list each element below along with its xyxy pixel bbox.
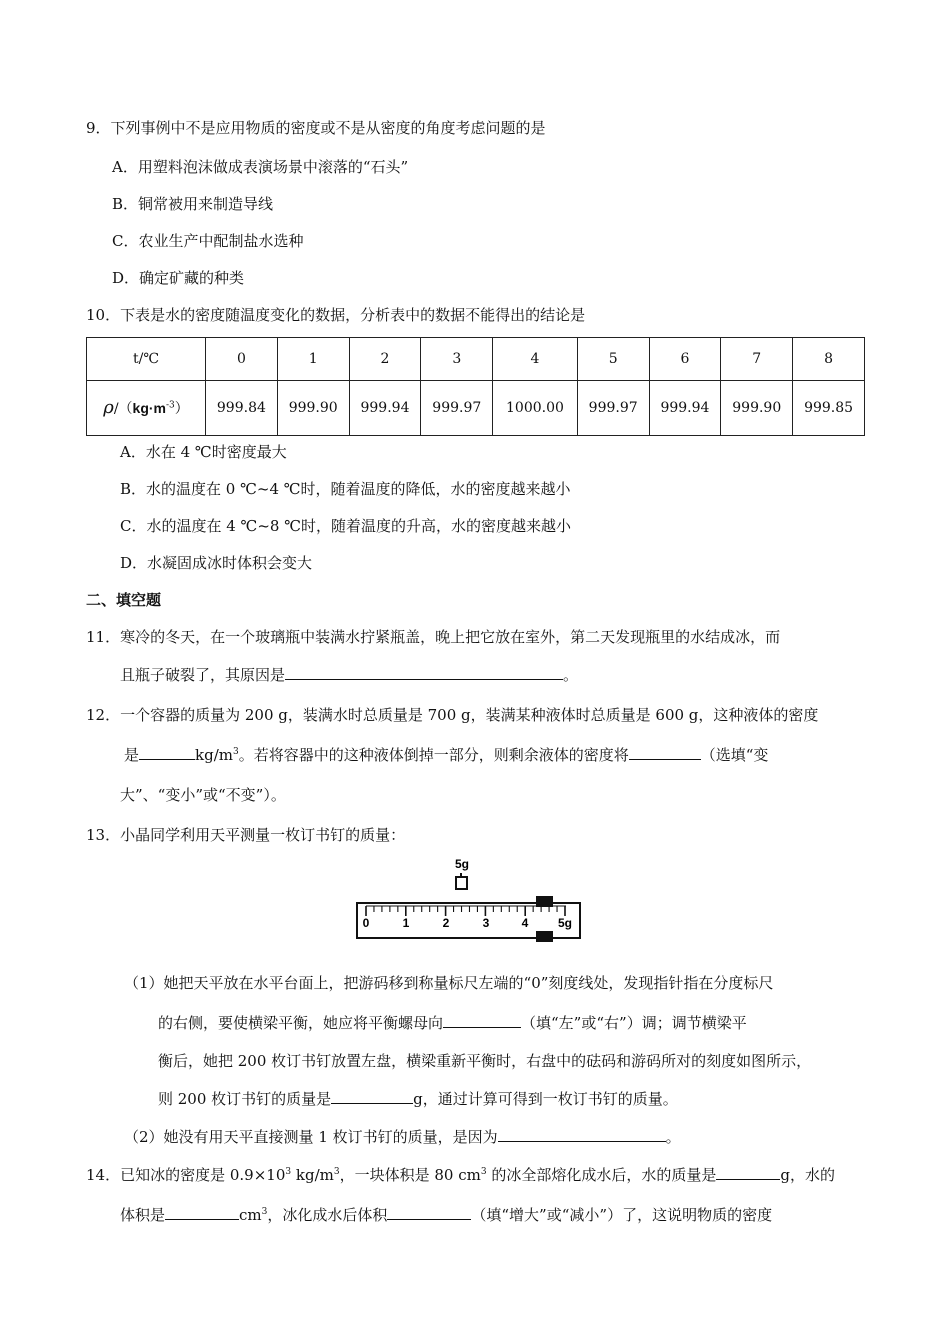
q12-line1: 12．一个容器的质量为 200 g，装满水时总质量是 700 g，装满某种液体时总质量是 600 g，这种液体的密度 bbox=[86, 706, 819, 724]
table-cell: 1 bbox=[277, 338, 349, 381]
answer-blank[interactable] bbox=[285, 665, 563, 680]
section-title: 二、填空题 bbox=[86, 591, 162, 609]
q10-option-a: A．水在 4 ℃时密度最大 bbox=[120, 443, 287, 461]
q13-p1-line1: （1）她把天平放在水平台面上，把游码移到称量标尺左端的“0”刻度线处，发现指针指在分度标尺 bbox=[124, 974, 774, 992]
tick-label: 3 bbox=[482, 916, 490, 930]
q9-stem: 9．下列事例中不是应用物质的密度或不是从密度的角度考虑问题的是 bbox=[86, 119, 546, 137]
table-cell: 8 bbox=[793, 338, 865, 381]
weight-icon bbox=[456, 877, 467, 889]
q11-line1: 11．寒冷的冬天，在一个玻璃瓶中装满水拧紧瓶盖，晚上把它放在室外，第二天发现瓶里的水结成冰，而 bbox=[86, 628, 781, 646]
table-cell: 5 bbox=[577, 338, 649, 381]
answer-blank[interactable] bbox=[165, 1205, 239, 1220]
table-cell: 999.90 bbox=[277, 380, 349, 435]
table-cell: 999.84 bbox=[206, 380, 278, 435]
table-cell: 999.94 bbox=[349, 380, 421, 435]
q12-line2: 是 $kg/m^3$。若将容器中的这种液体倒掉一部分，则剩余液体的密度将 （选填“变 bbox=[124, 746, 769, 764]
tick-label: 5g bbox=[557, 916, 573, 930]
q9-option-b: B．铜常被用来制造导线 bbox=[112, 195, 274, 213]
answer-blank[interactable] bbox=[331, 1089, 413, 1104]
q13-p1-line4: 则 200 枚订书钉的质量是 g，通过计算可得到一枚订书钉的质量。 bbox=[158, 1090, 678, 1108]
q9-option-a: A．用塑料泡沫做成表演场景中滚落的“石头” bbox=[112, 158, 409, 176]
table-cell: 999.85 bbox=[793, 380, 865, 435]
answer-blank[interactable] bbox=[443, 1013, 521, 1028]
table-cell: 4 bbox=[493, 338, 578, 381]
q10-stem: 10．下表是水的密度随温度变化的数据，分析表中的数据不能得出的结论是 bbox=[86, 306, 586, 324]
tick-label: 2 bbox=[442, 916, 450, 930]
rider-bottom bbox=[536, 931, 553, 942]
q11-line2: 且瓶子破裂了，其原因是 。 bbox=[120, 666, 579, 684]
table-cell: 999.94 bbox=[649, 380, 721, 435]
tick-label: 0 bbox=[362, 916, 370, 930]
q14-line2: 体积是 $cm^3$，冰化成水后体积 （填“增大”或“减小”）了，这说明物质的密度 bbox=[120, 1206, 773, 1224]
answer-blank[interactable] bbox=[629, 745, 701, 760]
table-cell: 7 bbox=[721, 338, 793, 381]
q13-p1-line3: 衡后，她把 200 枚订书钉放置左盘，横梁重新平衡时，右盘中的砝码和游码所对的刻度如图所示， bbox=[158, 1052, 812, 1070]
rider-top bbox=[536, 896, 553, 907]
q10-option-b: B．水的温度在 0 ℃~4 ℃时，随着温度的降低，水的密度越来越小 bbox=[120, 480, 571, 498]
rho-symbol: ρ bbox=[103, 397, 114, 419]
table-cell: 999.90 bbox=[721, 380, 793, 435]
table-cell: 0 bbox=[206, 338, 278, 381]
table-cell-temp-header: t/℃ bbox=[87, 338, 206, 381]
q13-stem: 13．小晶同学利用天平测量一枚订书钉的质量： bbox=[86, 826, 406, 844]
table-cell: 999.97 bbox=[421, 380, 493, 435]
table-cell-density-header: $\rho/(kg\cdot m^{-3})$ bbox=[87, 380, 206, 435]
q13-p1-line2: 的右侧，要使横梁平衡，她应将平衡螺母向 （填“左”或“右”）调；调节横梁平 bbox=[158, 1014, 747, 1032]
density-table bbox=[86, 337, 865, 436]
q13-p2: （2）她没有用天平直接测量 1 枚订书钉的质量，是因为 。 bbox=[124, 1128, 681, 1146]
q14-line1: 14．已知冰的密度是 $0.9\times 10^3$ $kg/m^3$，一块体积是 80 $cm^3$ 的冰全部熔化成水后，水的质量是 g，水的 bbox=[86, 1166, 835, 1184]
table-row bbox=[87, 380, 865, 435]
tick-label: 1 bbox=[402, 916, 410, 930]
table-row bbox=[87, 338, 865, 381]
q12-line3: 大”、“变小”或“不变”）。 bbox=[120, 786, 286, 804]
q9-option-d: D．确定矿藏的种类 bbox=[112, 269, 245, 287]
table-cell: 3 bbox=[421, 338, 493, 381]
tick-label: 4 bbox=[521, 916, 529, 930]
answer-blank[interactable] bbox=[716, 1165, 780, 1180]
answer-blank[interactable] bbox=[387, 1205, 471, 1220]
table-cell: 6 bbox=[649, 338, 721, 381]
answer-blank[interactable] bbox=[498, 1127, 666, 1142]
table-cell: 1000.00 bbox=[493, 380, 578, 435]
balance-scale-figure bbox=[352, 855, 584, 945]
weight-label: 5g bbox=[454, 857, 470, 871]
q9-option-c: C．农业生产中配制盐水选种 bbox=[112, 232, 304, 250]
q10-option-c: C．水的温度在 4 ℃~8 ℃时，随着温度的升高，水的密度越来越小 bbox=[120, 517, 571, 535]
table-cell: 2 bbox=[349, 338, 421, 381]
q10-option-d: D．水凝固成冰时体积会变大 bbox=[120, 554, 313, 572]
answer-blank[interactable] bbox=[139, 745, 195, 760]
table-cell: 999.97 bbox=[577, 380, 649, 435]
